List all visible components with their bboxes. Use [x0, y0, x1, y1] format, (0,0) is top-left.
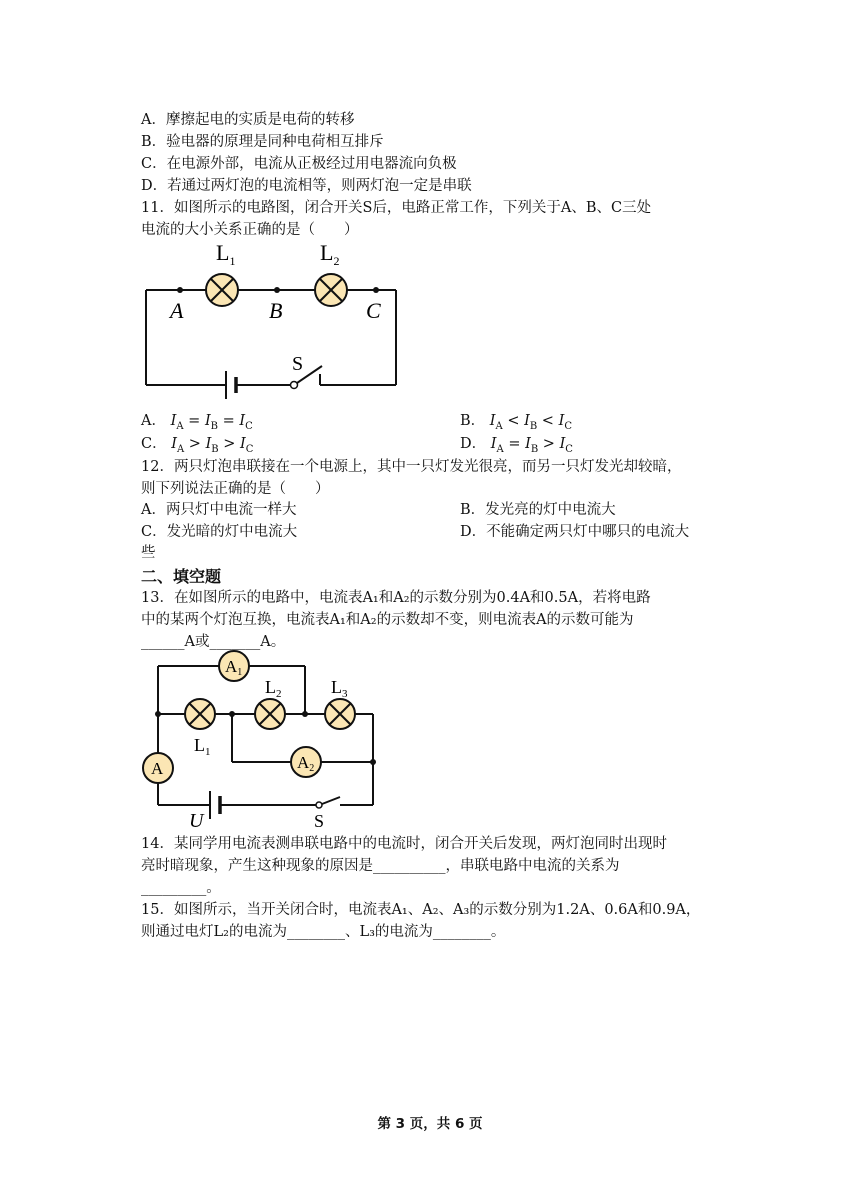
q13-stem-line2: 中的某两个灯泡互换，电流表A₁和A₂的示数却不变，则电流表A的示数可能为: [141, 612, 634, 628]
q11-label-a: A: [170, 298, 184, 323]
q12-option-d: D．不能确定两只灯中哪只的电流大: [460, 524, 690, 540]
q13-label-l3: $L_3$: [331, 677, 348, 700]
q11-label-c: C: [366, 298, 381, 323]
q12-option-d-continued: 些: [141, 545, 156, 561]
q11-stem-line1: 11．如图所示的电路图，闭合开关S后，电路正常工作，下列关于A、B、C三处: [141, 200, 652, 216]
q11-option-c: C． $I_A > I_B > I_C$: [141, 436, 254, 455]
page-footer: 第 3 页，共 6 页: [377, 1116, 483, 1132]
q12-option-b: B．发光亮的灯中电流大: [460, 502, 616, 518]
svg-text:A: A: [151, 759, 164, 778]
q13-stem-line1: 13．在如图所示的电路中，电流表A₁和A₂的示数分别为0.4A和0.5A，若将电路: [141, 590, 651, 606]
q13-ammeter-a1: [219, 651, 249, 681]
q10-option-b: B．验电器的原理是同种电荷相互排斥: [141, 134, 384, 150]
q13-lamp-l2: [255, 699, 285, 729]
q11-circuit-diagram: [140, 240, 410, 400]
q11-point-c-dot: [373, 287, 379, 293]
svg-text:A2: A2: [297, 753, 315, 774]
q13-lamp-l3: [325, 699, 355, 729]
q12-option-c: C．发光暗的灯中电流大: [141, 524, 298, 540]
q11-switch-pivot: [291, 382, 298, 389]
q11-point-b-dot: [274, 287, 280, 293]
q11-option-a: A． $I_A = I_B = I_C$: [141, 413, 253, 432]
section-heading-fill-in: 二、填空题: [141, 567, 222, 586]
q14-stem-line2: 亮时暗现象，产生这种现象的原因是__________，串联电路中电流的关系为: [141, 858, 620, 874]
q13-stem-line3: ______A或_______A。: [141, 634, 286, 650]
q12-stem-line1: 12．两只灯泡串联接在一个电源上，其中一只灯发光很亮，而另一只灯发光却较暗，: [141, 459, 682, 475]
q13-label-l1: $L_1$: [194, 735, 211, 758]
q10-option-c: C．在电源外部，电流从正极经过用电器流向负极: [141, 156, 457, 172]
q12-stem-line2: 则下列说法正确的是（ ）: [141, 481, 330, 497]
q11-lamp-l2: [315, 274, 347, 306]
q13-label-u: U: [189, 810, 204, 830]
q14-stem-line3: _________。: [141, 880, 221, 896]
q10-option-d: D．若通过两灯泡的电流相等，则两灯泡一定是串联: [141, 178, 472, 194]
q11-option-d: D． $I_A = I_B > I_C$: [460, 436, 573, 455]
q11-lamp-l1: [206, 274, 238, 306]
q13-switch-pivot: [316, 802, 322, 808]
q11-label-s: S: [292, 353, 304, 375]
q11-label-l2: $L_2$: [320, 240, 340, 268]
q13-switch-blade: [322, 797, 340, 804]
q13-circuit-diagram: [140, 650, 390, 830]
svg-text:A1: A1: [225, 657, 243, 678]
q13-lamp-l1: [185, 699, 215, 729]
q15-stem-line1: 15．如图所示，当开关闭合时，电流表A₁、A₂、A₃的示数分别为1.2A、0.6A和0.9A，: [141, 902, 701, 918]
q14-stem-line1: 14．某同学用电流表测串联电路中的电流时，闭合开关后发现，两灯泡同时出现时: [141, 836, 667, 852]
q12-option-a: A．两只灯中电流一样大: [141, 502, 297, 518]
q13-ammeter-a: [143, 753, 173, 783]
q15-stem-line2: 则通过电灯L₂的电流为________、L₃的电流为________。: [141, 924, 506, 940]
q11-option-b: B． $I_A < I_B < I_C$: [460, 413, 572, 432]
q13-ammeter-a2: [291, 747, 321, 777]
q11-label-l1: $L_1$: [216, 240, 236, 268]
q13-label-s: S: [314, 811, 325, 830]
q13-label-l2: $L_2$: [265, 677, 282, 700]
q10-option-a: A．摩擦起电的实质是电荷的转移: [141, 112, 355, 128]
q11-label-b: B: [269, 298, 283, 323]
q11-stem-line2: 电流的大小关系正确的是（ ）: [141, 222, 359, 238]
q11-point-a-dot: [177, 287, 183, 293]
